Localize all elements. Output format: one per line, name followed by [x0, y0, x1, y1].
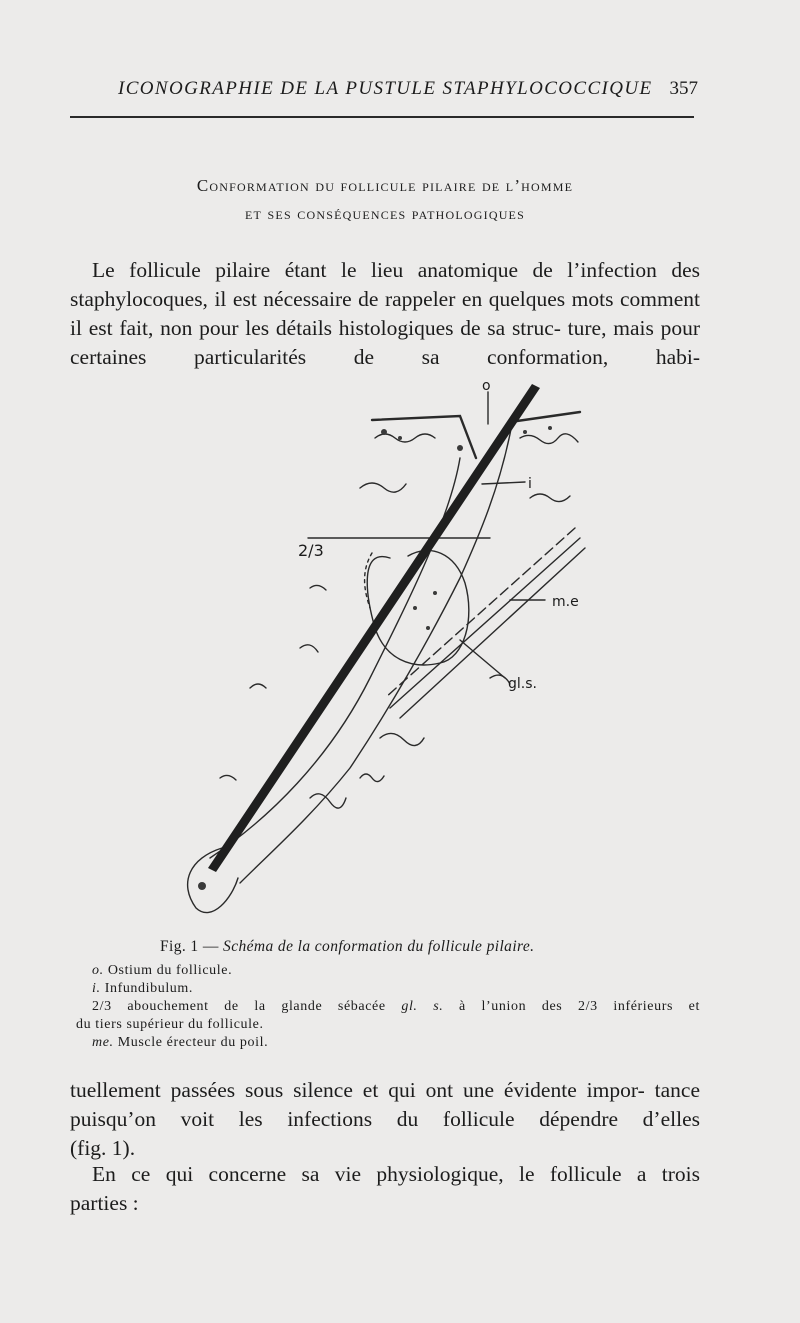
legend-abbr: me. — [92, 1035, 114, 1050]
legend-item-gl-line1 — [76, 998, 700, 1016]
figure-number: Fig. 1 — [160, 938, 199, 955]
epidermis-dot — [523, 430, 527, 434]
dermis-texture — [220, 775, 236, 780]
legend-text: Infundibulum. — [104, 981, 193, 996]
legend-item-gl-line2: du tiers supérieur du follicule. — [76, 1017, 264, 1032]
bulb-cell — [198, 882, 206, 890]
legend-item-me — [76, 1034, 700, 1052]
epidermis-dot — [398, 436, 402, 440]
dermis-texture — [520, 434, 578, 444]
epidermis-dot — [381, 429, 387, 435]
leader-infundibulum — [482, 482, 525, 484]
dermis-texture — [360, 774, 384, 782]
gland-cell — [433, 591, 437, 595]
hair-shaft — [208, 384, 540, 872]
header-rule — [70, 116, 694, 118]
dermis-texture — [310, 794, 346, 808]
paragraph-1-line2: staphylocoques, il est nécessaire de rappeler en quelques mots — [70, 287, 614, 311]
paragraph-1-line4: ture, mais pour certaines particularités de sa conformation, habi- — [70, 316, 700, 369]
paragraph-3-line1: En ce qui concerne sa vie physiologique, le follicule a trois — [92, 1162, 700, 1186]
legend-text: à l’union des 2/3 inférieurs et — [459, 999, 700, 1014]
label-gland: gl.s. — [508, 676, 537, 692]
legend-text: 2/3 abouchement de la glande sébacée — [92, 999, 386, 1014]
dermis-texture — [530, 494, 570, 502]
dermis-texture — [380, 733, 424, 745]
paragraph-1-line1: Le follicule pilaire étant le lieu anatomique de l’infection des — [92, 258, 700, 282]
paragraph-2-line2: tance puisqu’on voit les infections du follicule dépendre d’elles — [70, 1078, 700, 1131]
paragraph-2-line3: (fig. 1). — [70, 1136, 136, 1160]
section-heading-line1: Conformation du follicule pilaire de l’homme — [196, 176, 574, 195]
running-header — [70, 78, 700, 108]
figure-legend — [76, 962, 700, 1052]
label-infundibulum: i — [528, 476, 532, 492]
running-title: ICONOGRAPHIE DE LA PUSTULE STAPHYLOCOCCIQUE — [118, 78, 653, 99]
paragraph-1 — [70, 256, 700, 372]
paragraph-3-line2: parties : — [70, 1191, 139, 1215]
page-number: 357 — [669, 78, 698, 99]
section-heading-line2: et ses conséquences pathologiques — [245, 204, 525, 223]
paragraph-2 — [70, 1076, 700, 1163]
epidermis-dot — [548, 426, 552, 430]
skin-surface-left — [372, 416, 476, 458]
dermis-texture — [360, 483, 406, 492]
legend-text: Muscle érecteur du poil. — [117, 1035, 269, 1050]
legend-item-o — [76, 962, 700, 980]
figure-caption-text: Schéma de la conformation du follicule pilaire. — [223, 938, 535, 955]
dermis-texture — [300, 645, 318, 652]
follicle-diagram — [160, 378, 620, 918]
legend-text: Ostium du follicule. — [107, 963, 233, 978]
legend-abbr: i. — [92, 981, 101, 996]
paragraph-2-line1: tuellement passées sous silence et qui ont une évidente impor- — [70, 1078, 645, 1102]
dermis-texture — [490, 675, 510, 684]
dermis-texture — [310, 585, 326, 590]
dermis-texture — [375, 434, 435, 442]
gland-cell — [413, 606, 417, 610]
legend-abbr: gl. s. — [401, 999, 444, 1014]
figure-caption — [160, 938, 700, 956]
hair-bulb — [188, 848, 238, 913]
legend-item-i — [76, 980, 700, 998]
paragraph-1-line3: comment il est fait, non pour les détails histologiques de sa struc- — [70, 287, 700, 340]
epidermis-dot — [457, 445, 463, 451]
follicle-wall-left — [210, 458, 460, 858]
legend-abbr: o. — [92, 963, 104, 978]
leader-gland — [460, 640, 505, 678]
label-ostium: o — [482, 378, 491, 394]
paragraph-3 — [70, 1160, 700, 1218]
label-two-thirds: 2/3 — [298, 541, 324, 560]
gland-cell — [426, 626, 430, 630]
caption-dash: — — [202, 938, 224, 955]
arrector-muscle-line-2 — [400, 548, 585, 718]
dermis-texture — [250, 684, 266, 688]
label-muscle: m.e — [552, 594, 579, 610]
